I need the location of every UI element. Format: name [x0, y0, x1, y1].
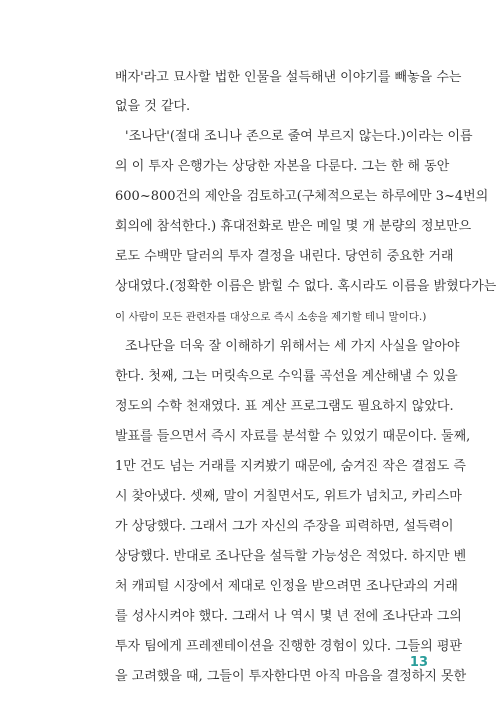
text-line: 정도의 수학 천재였다. 표 계산 프로그램도 필요하지 않았다.	[115, 399, 454, 414]
text-line: 600~800건의 제안을 검토하고(구체적으로는 하루에만 3~4번의	[115, 189, 489, 204]
text-line: '조나단'(절대 조니나 존으로 줄여 부르지 않는다.)이라는 이름	[125, 129, 473, 144]
text-line: 이 사람이 모든 관련자를 대상으로 즉시 소송을 제기할 테니 말이다.)	[115, 311, 427, 323]
text-line: 가 상당했다. 그래서 그가 자신의 주장을 피력하면, 설득력이	[115, 519, 454, 534]
text-line: 한다. 첫째, 그는 머릿속으로 수익률 곡선을 계산해낼 수 있을	[115, 369, 458, 384]
text-line: 배자'라고 묘사할 법한 인물을 설득해낸 이야기를 빼놓을 수는	[115, 70, 462, 85]
text-line: 처 캐피털 시장에서 제대로 인정을 받으려면 조나단과의 거래	[115, 579, 458, 594]
text-line: 없을 것 같다.	[115, 99, 191, 114]
text-line: 회의에 참석한다.) 휴대전화로 받은 메일 몇 개 분량의 정보만으	[115, 219, 472, 234]
text-line: 상대였다.(정확한 이름은 밝힐 수 없다. 혹시라도 이름을 밝혔다가는	[115, 279, 497, 294]
text-line: 발표를 들으면서 즉시 자료를 분석할 수 있었기 때문이다. 둘째,	[115, 429, 471, 444]
text-line: 의 이 투자 은행가는 상당한 자본을 다룬다. 그는 한 해 동안	[115, 159, 450, 174]
text-line: 로도 수백만 달러의 투자 결정을 내린다. 당연히 중요한 거래	[115, 249, 454, 264]
page-number: 13	[409, 655, 428, 670]
text-line: 상당했다. 반대로 조나단을 설득할 가능성은 적었다. 하지만 벤	[115, 549, 467, 564]
text-line: 투자 팀에게 프레젠테이션을 진행한 경험이 있다. 그들의 평판	[115, 639, 463, 654]
text-line: 를 성사시켜야 했다. 그래서 나 역시 몇 년 전에 조나단과 그의	[115, 609, 462, 624]
text-line: 시 찾아냈다. 셋째, 말이 거칠면서도, 위트가 넘치고, 카리스마	[115, 489, 462, 504]
text-line: 을 고려했을 때, 그들이 투자한다면 아직 마음을 결정하지 못한	[115, 669, 467, 684]
text-line: 조나단을 더욱 잘 이해하기 위해서는 세 가지 사실을 알아야	[125, 339, 460, 354]
text-line: 1만 건도 넘는 거래를 지켜봤기 때문에, 숨겨진 작은 결점도 즉	[115, 459, 466, 474]
